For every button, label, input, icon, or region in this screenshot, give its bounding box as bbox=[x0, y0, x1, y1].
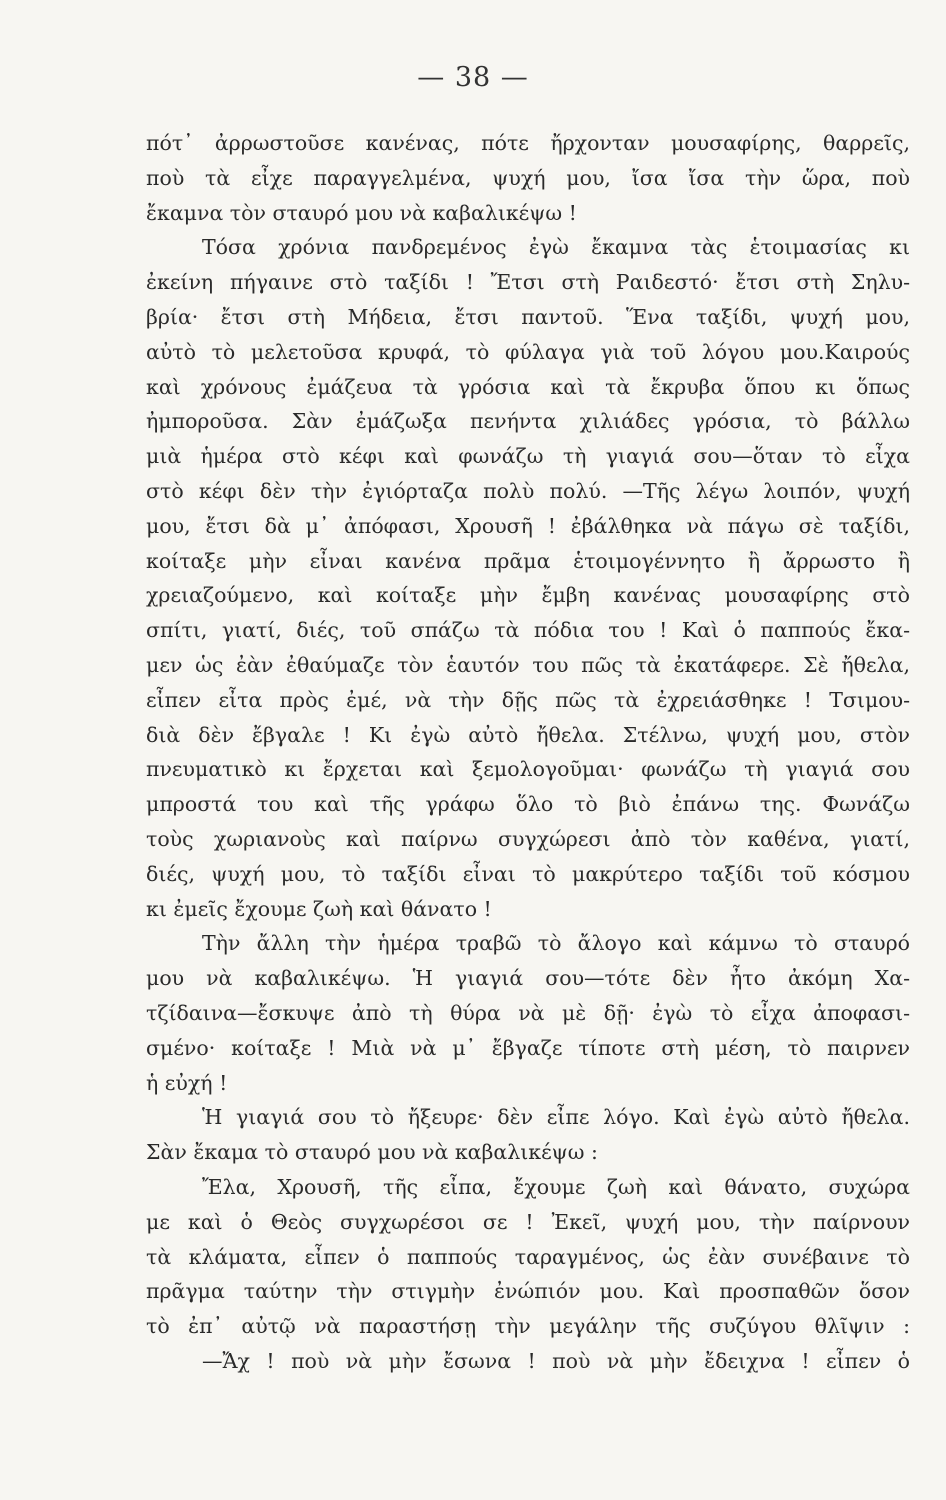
page-number: — 38 — bbox=[417, 62, 529, 93]
text-line: ἔκαμνα τὸν σταυρό μου νὰ καβαλικέψω ! bbox=[146, 200, 577, 225]
text-line: στὸ κέφι δὲν τὴν ἐγιόρταζα πολὺ πολύ. —Τῆς λέγω λοιπόν, ψυχή bbox=[146, 478, 910, 503]
text-line: πρᾶγμα ταύτην τὴν στιγμὴν ἐνώπιόν μου. Καὶ προσπαθῶν ὅσον bbox=[146, 1279, 910, 1304]
text-line: διὰ δὲν ἔβγαλε ! Κι ἐγὼ αὐτὸ ἤθελα. Στέλνω, ψυχή μου, στὸν bbox=[146, 722, 910, 747]
text-line: χρειαζούμενο, καὶ κοίταξε μὴν ἔμβη κανένας μουσαφίρης στὸ bbox=[146, 583, 910, 608]
text-line: κι ἐμεῖς ἔχουμε ζωὴ καὶ θάνατο ! bbox=[146, 896, 492, 921]
text-line: μπροστά του καὶ τῆς γράφω ὅλο τὸ βιὸ ἐπάνω της. Φωνάζω bbox=[146, 792, 910, 817]
text-line: Ἡ γιαγιά σου τὸ ἤξευρε· δὲν εἶπε λόγο. Καὶ ἐγὼ αὐτὸ ἤθελα. bbox=[202, 1105, 910, 1130]
text-line: ποὺ τὰ εἶχε παραγγελμένα, ψυχή μου, ἴσα ἴσα τὴν ὥρα, ποὺ bbox=[146, 165, 910, 190]
text-line: κοίταξε μὴν εἶναι κανένα πρᾶμα ἑτοιμογέννητο ἢ ἄρρωστο ἢ bbox=[146, 548, 910, 573]
text-line: μεν ὡς ἐὰν ἐθαύμαζε τὸν ἑαυτόν του πῶς τὰ ἐκατάφερε. Σὲ ἤθελα, bbox=[146, 652, 910, 677]
text-line: ἠμποροῦσα. Σὰν ἐμάζωξα πενήντα χιλιάδες γρόσια, τὸ βάλλω bbox=[146, 409, 910, 434]
text-line: τὰ κλάματα, εἶπεν ὁ παππούς ταραγμένος, ὡς ἐὰν συνέβαινε τὸ bbox=[146, 1244, 910, 1269]
text-line: Ἔλα, Χρουσῆ, τῆς εἶπα, ἔχουμε ζωὴ καὶ θάνατο, συχώρα bbox=[202, 1174, 910, 1199]
text-line: μιὰ ἡμέρα στὸ κέφι καὶ φωνάζω τὴ γιαγιά σου—ὅταν τὸ εἶχα bbox=[146, 444, 910, 469]
body-text bbox=[146, 126, 910, 1379]
text-line: μου νὰ καβαλικέψω. Ἡ γιαγιά σου—τότε δὲν ἦτο ἀκόμη Χα- bbox=[146, 966, 910, 991]
text-line: πότ᾽ ἀρρωστοῦσε κανένας, πότε ἤρχονταν μουσαφίρης, θαρρεῖς, bbox=[146, 131, 910, 155]
text-line: βρία· ἔτσι στὴ Μήδεια, ἔτσι παντοῦ. Ἕνα ταξίδι, ψυχή μου, bbox=[146, 304, 910, 329]
text-line: ἡ εὐχή ! bbox=[146, 1070, 228, 1095]
text-line: ἐκείνη πήγαινε στὸ ταξίδι ! Ἔτσι στὴ Ραιδεστό· ἔτσι στὴ Σηλυ- bbox=[146, 270, 910, 295]
text-line: μου, ἔτσι δὰ μ᾽ ἀπόφασι, Χρουσῆ ! ἐβάλθηκα νὰ πάγω σὲ ταξίδι, bbox=[146, 513, 910, 538]
text-line: —Ἄχ ! ποὺ νὰ μὴν ἔσωνα ! ποὺ νὰ μὴν ἔδειχνα ! εἶπεν ὁ bbox=[202, 1348, 910, 1373]
text-line: τὸ ἐπ᾽ αὐτῷ νὰ παραστήσῃ τὴν μεγάλην τῆς συζύγου θλῖψιν : bbox=[146, 1314, 910, 1339]
text-line: Τόσα χρόνια πανδρεμένος ἐγὼ ἔκαμνα τὰς ἑτοιμασίας κι bbox=[202, 235, 910, 260]
text-line: σπίτι, γιατί, διές, τοῦ σπάζω τὰ πόδια του ! Καὶ ὁ παππούς ἔκα- bbox=[146, 618, 910, 643]
text-line: διές, ψυχή μου, τὸ ταξίδι εἶναι τὸ μακρύτερο ταξίδι τοῦ κόσμου bbox=[146, 861, 910, 886]
text-line: Σὰν ἔκαμα τὸ σταυρό μου νὰ καβαλικέψω : bbox=[146, 1140, 598, 1165]
text-line: τοὺς χωριανοὺς καὶ παίρνω συγχώρεσι ἀπὸ τὸν καθένα, γιατί, bbox=[146, 826, 910, 851]
text-line: Τὴν ἄλλη τὴν ἡμέρα τραβῶ τὸ ἄλογο καὶ κάμνω τὸ σταυρό bbox=[202, 931, 910, 956]
text-line: τζίδαινα—ἔσκυψε ἀπὸ τὴ θύρα νὰ μὲ δῇ· ἐγὼ τὸ εἶχα ἀποφασι- bbox=[146, 1000, 910, 1025]
text-line: καὶ χρόνους ἐμάζευα τὰ γρόσια καὶ τὰ ἔκρυβα ὅπου κι ὅπως bbox=[146, 374, 910, 399]
text-line: πνευματικὸ κι ἔρχεται καὶ ξεμολογοῦμαι· φωνάζω τὴ γιαγιά σου bbox=[146, 757, 910, 782]
text-line: εἶπεν εἶτα πρὸς ἐμέ, νὰ τὴν δῇς πῶς τὰ ἐχρειάσθηκε ! Τσιμου- bbox=[146, 687, 910, 712]
text-line: με καὶ ὁ Θεὸς συγχωρέσοι σε ! Ἐκεῖ, ψυχή μου, τὴν παίρνουν bbox=[146, 1209, 910, 1234]
text-line: αὐτὸ τὸ μελετοῦσα κρυφά, τὸ φύλαγα γιὰ τοῦ λόγου μου.Καιρούς bbox=[146, 339, 910, 364]
text-line: σμένο· κοίταξε ! Μιὰ νὰ μ᾽ ἔβγαζε τίποτε στὴ μέση, τὸ παιρνεν bbox=[146, 1035, 910, 1060]
